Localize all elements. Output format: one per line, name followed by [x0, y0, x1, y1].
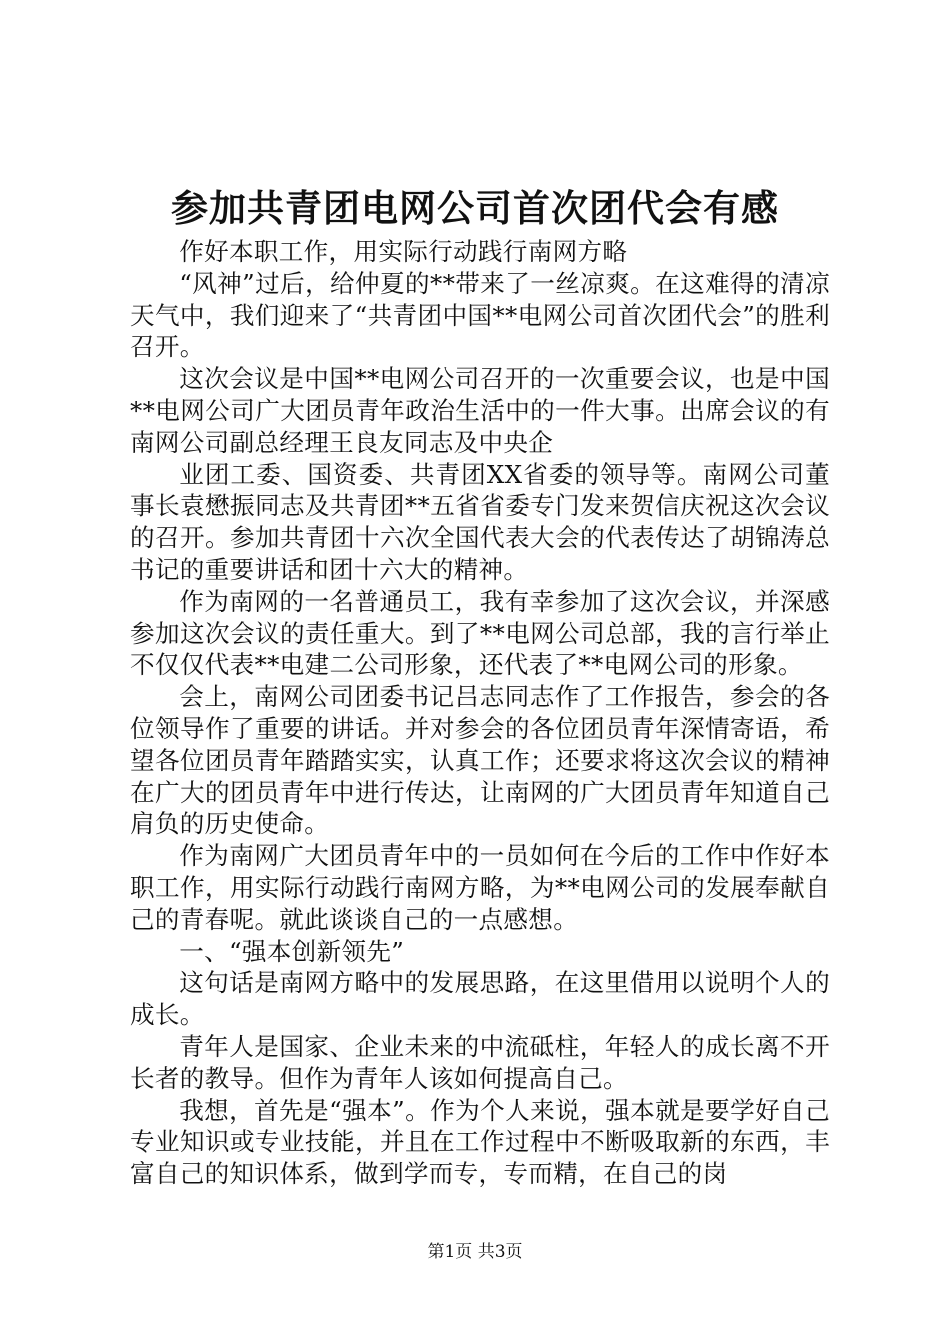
- paragraph: 业团工委、国资委、共青团XX省委的领导等。南网公司董事长袁懋振同志及共青团**五省省委专门发来贺信庆祝这次会议的召开。参加共青团十六次全国代表大会的代表传达了胡锦涛总书记的重要讲话和团十六大的精神。: [130, 459, 830, 584]
- paragraph-subtitle: 作好本职工作，用实际行动践行南网方略: [179, 237, 628, 266]
- paragraph: 我想，首先是“强本”。作为个人来说，强本就是要学好自己专业知识或专业技能，并且在工作过程中不断吸取新的东西，丰富自己的知识体系，做到学而专，专而精，在自己的岗: [130, 1095, 830, 1189]
- paragraph: 会上，南网公司团委书记吕志同志作了工作报告，参会的各位领导作了重要的讲话。并对参会的各位团员青年深情寄语，希望各位团员青年踏踏实实，认真工作；还要求将这次会议的精神在广大的团员青年中进行传达，让南网的广大团员青年知道自己肩负的历史使命。: [130, 682, 830, 839]
- document-title: 参加共青团电网公司首次团代会有感: [171, 186, 779, 230]
- section-heading: 一、“强本创新领先”: [179, 936, 405, 966]
- paragraph: 作为南网的一名普通员工，我有幸参加了这次会议，并深感参加这次会议的责任重大。到了**电网公司总部，我的言行举止不仅仅代表**电建二公司形象，还代表了**电网公司的形象。: [130, 586, 830, 680]
- page-footer: 第1页 共3页: [427, 1242, 523, 1262]
- document-body: [130, 236, 830, 1190]
- paragraph: 作为南网广大团员青年中的一员如何在今后的工作中作好本职工作，用实际行动践行南网方略，为**电网公司的发展奉献自己的青春呢。就此谈谈自己的一点感想。: [130, 841, 830, 934]
- paragraph: “风神”过后，给仲夏的**带来了一丝凉爽。在这难得的清凉天气中，我们迎来了“共青团中国**电网公司首次团代会”的胜利召开。: [130, 268, 830, 362]
- paragraph: 这句话是南网方略中的发展思路，在这里借用以说明个人的成长。: [130, 968, 830, 1030]
- paragraph: 青年人是国家、企业未来的中流砥柱，年轻人的成长离不开长者的教导。但作为青年人该如何提高自己。: [130, 1031, 830, 1093]
- paragraph: 这次会议是中国**电网公司召开的一次重要会议，也是中国**电网公司广大团员青年政治生活中的一件大事。出席会议的有南网公司副总经理王良友同志及中央企: [130, 364, 830, 457]
